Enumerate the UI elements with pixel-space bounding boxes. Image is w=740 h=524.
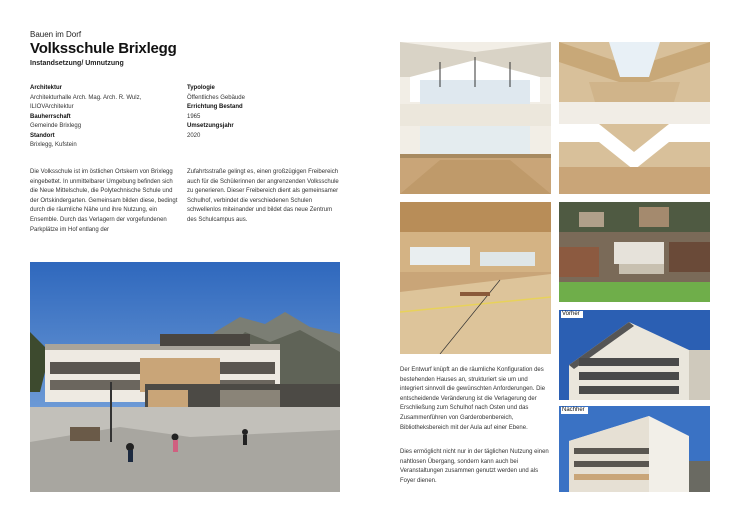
photo-gym-interior bbox=[400, 202, 551, 354]
fact-label-umsetzungsjahr: Umsetzungsjahr bbox=[187, 123, 234, 129]
fact-label-standort: Standort bbox=[30, 132, 55, 139]
fact-value: Architekturhalle Arch. Mag. Arch. R. Wulz, bbox=[30, 94, 142, 101]
photo-hall-interior-stairs bbox=[559, 42, 710, 194]
section-kicker: Bauen im Dorf bbox=[30, 30, 82, 39]
photo-after bbox=[559, 406, 710, 492]
body-text-column-2: Zufahrtsstraße gelingt es, einen großzügigen Freibereich auch für die Schülerinnen der angrenzenden Volksschule zu generieren. Dieser Freibereich dient als gemeinsamer Schulhof, verbindet die verschiedenen Schulen schwellenlos miteinander und bildet das neue Zentrum des Schulcampus aus. bbox=[187, 169, 339, 223]
body-text-right-2: Dies ermöglicht nicht nur in der täglichen Nutzung einen nahtlosen Übergang, sondern kann auch bei Veranstaltungen zusammen genutzt werden und als Foyer dienen. bbox=[400, 449, 549, 484]
photo-before bbox=[559, 310, 710, 400]
fact-value: 2020 bbox=[187, 132, 201, 139]
label-after: Nachher bbox=[561, 407, 588, 414]
fact-value: Öffentliches Gebäude bbox=[187, 94, 245, 101]
fact-value: ILIOVArchitektur bbox=[30, 104, 74, 110]
fact-label-bauherrschaft: Bauherrschaft bbox=[30, 113, 71, 120]
photo-school-exterior bbox=[30, 262, 340, 492]
photo-aerial-view bbox=[559, 202, 710, 302]
page-title: Volksschule Brixlegg bbox=[30, 40, 177, 57]
fact-value: Gemeinde Brixlegg bbox=[30, 123, 82, 129]
fact-label-errichtung: Errichtung Bestand bbox=[187, 104, 243, 110]
photo-hall-interior-front bbox=[400, 42, 551, 194]
facts-right bbox=[187, 84, 245, 141]
fact-label-architektur: Architektur bbox=[30, 85, 63, 91]
page-subtitle: Instandsetzung/ Umnutzung bbox=[30, 60, 124, 67]
body-text-right-1: Der Entwurf knüpft an die räumliche Konfiguration des bestehenden Hauses an, strukturiert sie um und integriert sinnvoll die gewünschten Anforderungen. Die entscheidende Veränderung ist die Verlagerung der Erschließung zum Schulhof nach Osten und das Zusammenführen von Garderobenbereich, Bibliotheksbereich mit der Aula auf einer Ebene. bbox=[400, 367, 546, 431]
facts-left bbox=[30, 84, 141, 151]
body-text-column-1: Die Volksschule ist im östlichen Ortskern von Brixlegg eingebettet. In unmittelbarer Umgebung befinden sich die Neue Mittelschule, die Polytechnische Schule und der Ortskindergarten. Gemeinsam bilden diese, bedingt durch die räumliche Nähe und ihre Nutzung, ein Ensemble. Durch das Verlagern der vorgefundenen Parkplätze im Hof entlang der bbox=[30, 169, 178, 233]
fact-label-typologie: Typologie bbox=[187, 85, 215, 91]
label-before: Vorher bbox=[561, 311, 583, 318]
fact-value: 1965 bbox=[187, 113, 201, 120]
fact-value: Brixlegg, Kufstein bbox=[30, 142, 77, 148]
